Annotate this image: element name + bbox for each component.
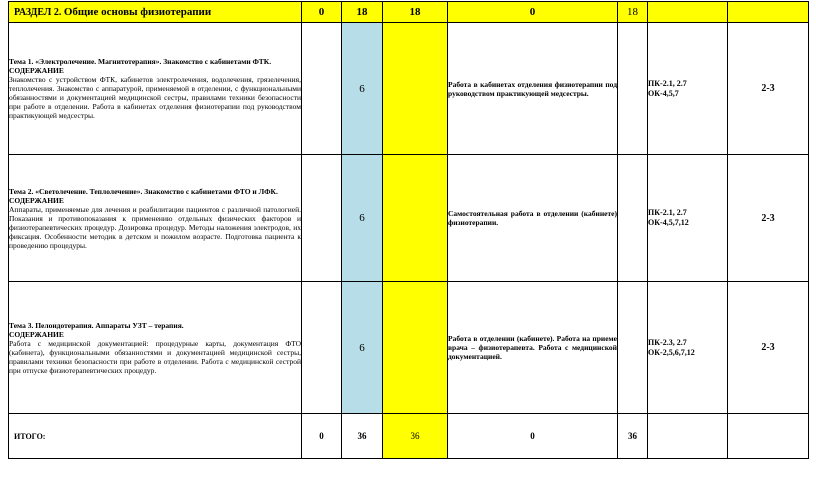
topic-title: Тема 1. «Электролечение. Магнитотерапия». Знакомство с кабинетами ФТК. [9, 57, 272, 66]
competency-pk: ПК-2.3, 2.7 [648, 337, 687, 347]
total-col-6 [648, 414, 728, 459]
section-header-row [9, 2, 809, 23]
content-text: Работа с медицинской документацией: процедурные карты, документация ФТО (кабинета), функциональными обязанностями и документацией медицинской сестры, правилами техники безопасности при работе в отделении. Работа с медицинской сестрой при отпуске физиотерапевтических процедур. [9, 338, 301, 375]
yellow-cell [383, 23, 448, 155]
content-text: Знакомство с устройством ФТК, кабинетов электролечения, водолечения, грязелечения, теплолечения. Знакомство с аппаратурой, применяемой в отделении, с функциональными обязанностями и документацией медицинской сестры, правилами техники безопасности при работе в отделении. Работа в кабинетах отделения физиотерапии под руководством практикующей медсестры. [9, 75, 301, 120]
total-col-7 [728, 414, 809, 459]
header-col-4: 0 [448, 2, 618, 23]
level-cell: 2-3 [728, 155, 809, 282]
competency-ok: ОК-4,5,7 [648, 88, 679, 98]
curriculum-table [8, 1, 809, 459]
practice-work: Работа в кабинетах отделения физиотерапии под руководством практикующей медсестры. [448, 23, 618, 155]
section-prefix: РАЗДЕЛ 2. [14, 7, 62, 18]
competency-pk: ПК-2.1, 2.7 [648, 208, 687, 217]
topic-description [9, 23, 302, 155]
competencies-cell [648, 282, 728, 414]
header-col-3: 18 [383, 2, 448, 23]
header-col-1: 0 [302, 2, 342, 23]
level-cell: 2-3 [728, 23, 809, 155]
content-label: СОДЕРЖАНИЕ [9, 195, 64, 205]
yellow-cell [383, 155, 448, 282]
empty-cell [302, 282, 342, 414]
total-label: ИТОГО: [9, 414, 302, 459]
competency-pk: ПК-2.1, 2.7 [648, 78, 687, 88]
topic-row [9, 23, 809, 155]
empty-cell [618, 23, 648, 155]
header-col-7 [728, 2, 809, 23]
yellow-cell [383, 282, 448, 414]
total-col-2: 36 [342, 414, 383, 459]
header-col-6 [648, 2, 728, 23]
practice-work: Работа в отделении (кабинете). Работа на приеме врача – физиотерапевта. Работа с медицинской документацией. [448, 282, 618, 414]
total-col-1: 0 [302, 414, 342, 459]
topic-row [9, 155, 809, 282]
topic-description [9, 282, 302, 414]
header-col-5: 18 [618, 2, 648, 23]
total-col-4: 0 [448, 414, 618, 459]
competencies-cell [648, 155, 728, 282]
hours-cell: 6 [342, 282, 383, 414]
total-col-3: 36 [383, 414, 448, 459]
header-col-2: 18 [342, 2, 383, 23]
empty-cell [302, 155, 342, 282]
hours-cell: 6 [342, 155, 383, 282]
content-text: Аппараты, применяемые для лечения и реабилитации пациентов с различной патологией. Показания и противопоказания к применению отдельных физических факторов и физиотерапевтических процедур. Дозировка процедур. Методы наложения электродов, их фиксация. Особенности методик в детском и пожилом возрасте. Подготовка пациента к проведению процедуры. [9, 204, 301, 250]
total-col-5: 36 [618, 414, 648, 459]
empty-cell [618, 282, 648, 414]
practice-work: Самостоятельная работа в отделении (кабинете) физиотерапии. [448, 155, 618, 282]
topic-title: Тема 2. «Светолечение. Теплолечение». Знакомство с кабинетами ФТО и ЛФК. [9, 186, 278, 196]
level-cell: 2-3 [728, 282, 809, 414]
topic-description [9, 155, 302, 282]
empty-cell [302, 23, 342, 155]
hours-cell: 6 [342, 23, 383, 155]
topic-row [9, 282, 809, 414]
topic-title: Тема 3. Пелоидотерапия. Аппараты УЗТ – терапия. [9, 320, 184, 330]
empty-cell [618, 155, 648, 282]
competency-ok: ОК-4,5,7,12 [648, 218, 689, 227]
content-label: СОДЕРЖАНИЕ [9, 329, 64, 339]
section-title-cell [9, 2, 302, 23]
competencies-cell [648, 23, 728, 155]
section-title: Общие основы физиотерапии [63, 6, 212, 18]
content-label: СОДЕРЖАНИЕ [9, 66, 64, 75]
total-row [9, 414, 809, 459]
competency-ok: ОК-2,5,6,7,12 [648, 347, 695, 357]
